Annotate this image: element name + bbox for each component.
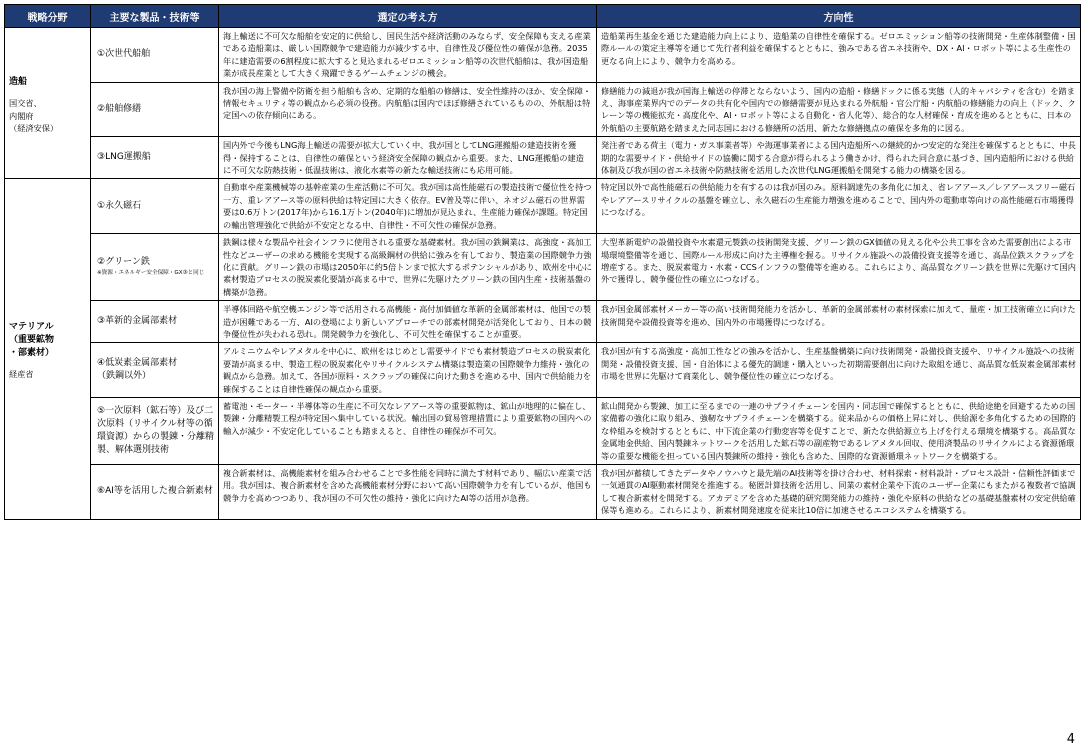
strategy-table — [4, 4, 1081, 520]
direction-text: 発注者である荷主（電力・ガス事業者等）や海運事業者による国内造船所への継続的かつ安定的な発注を確保するとともに、中長期的な需要サイド・供給サイドの協働に関する合意が得られるよう働きかけ、得られた同合意に基づき、国内造船所における供給体制及び我が国の省エネ技術や防熱技術を活用した次世代LNG運搬船を開発する能力の構築を図る。 — [597, 137, 1081, 179]
header-direction: 方向性 — [597, 5, 1081, 28]
direction-text: 修繕能力の減退が我が国海上輸送の停滞とならないよう、国内の造船・修繕ドックに係る実態（人的キャパシティを含む）を踏まえ、海事産業界内でのデータの共有化や国内での修繕需要が見込まれる外航船・官公庁船・内航船の修繕能力の向上（ドック、クレーン等の機能拡充・高度化や、AI・ロボット等による自動化・省人化等）、総合的な人材確保・育成を進めるとともに、日本の外航船の主要航路を踏まえた同志国における修繕所の活用、新たな修繕拠点の確保を多角的に図る。 — [597, 82, 1081, 137]
direction-text: 鉱山開発から製錬、加工に至るまでの一連のサプライチェーンを国内・同志国で確保するとともに、供給途絶を回避するための国家備蓄の強化に取り組み、強靭なサプライチェーンを構築する。従来品からの価格上昇に対し、供給源を多角化するための国際的な枠組みを検討するとともに、中下流企業の行動変容等を促すことで、新たな供給源立ち上げを行える環境を構築する。高品質な金属地金供給、国内製錬ネットワークを活用した鉱石等の副産物であるレアメタル回収、使用済製品のリサイクルによる資源循環等の重要な機能を担っている国内製錬所の維持・強化も含めた、国際的な資源循環ネットワークを構築する。 — [597, 397, 1081, 464]
rationale-text: 鉄鋼は様々な製品や社会インフラに使用される重要な基礎素材。我が国の鉄鋼業は、高強度・高加工性などユーザーの求める機能を実現する高級鋼材の供給に強みを有しており、製造業の国際競争力強化に貢献。グリーン鉄の市場は2050年に約5倍トンまで拡大するポテンシャルがあり、欧州を中心に素材製造プロセスの脱炭素化要請が高まる中で、世界に先駆けたグリーン鉄の国内生産・技術基盤の構築が急務。 — [219, 234, 597, 301]
product-note: ※資源・エネルギー安全保障・GX③と同じ — [97, 270, 205, 277]
direction-text: 大型革新電炉の設備投資や水素還元製鉄の技術開発支援、グリーン鉄のGX価値の見える化や公共工事を含めた需要創出による市場環境整備等を通じ、国際ルール形成に向けた主導権を握る。リサイクル施設への設備投資支援等を通じ、高品位鉄スクラップを増産する。また、脱炭素電力・水素・CCSインフラの整備等を進める。これらにより、高品質なグリーン鉄を世界に先駆けて国内外で獲得し、競争優位性の確立につなげる。 — [597, 234, 1081, 301]
rationale-text: 我が国の海上警備や防衛を担う船舶も含め、定期的な船舶の修繕は、安全性維持のほか、安全保障・情報セキュリティ等の観点から必須の役務。内航船は国内でほぼ修繕されているものの、外航船は特定国への依存傾向にある。 — [219, 82, 597, 137]
sector-ministry: 経産省 — [9, 369, 34, 380]
product-name: ②船舶修繕 — [91, 82, 219, 137]
sector-name: 造船 — [9, 77, 28, 88]
table-row — [5, 465, 1081, 520]
product-name: ④低炭素金属部素材 （鉄鋼以外） — [91, 343, 219, 398]
rationale-text: 複合新素材は、高機能素材を組み合わせることで多性能を同時に満たす材料であり、幅広い産業で活用。我が国は、複合新素材を含めた高機能素材分野において高い国際競争力を有しているが、他国も競争力を高めつつあり、我が国の不可欠性の維持・強化に向けたAI等の活用が急務。 — [219, 465, 597, 520]
rationale-text: 蓄電池・モーター・半導体等の生産に不可欠なレアアース等の重要鉱物は、鉱山が地理的に偏在し、製錬・分離精製工程が特定国へ集中している状況。輸出国の貿易管理措置により重要鉱物の国内への輸入が減少・不安定化していることも踏まえると、自律性の確保が不可欠。 — [219, 397, 597, 464]
table-row — [5, 343, 1081, 398]
strategy-table-container — [4, 4, 1080, 520]
header-selection-rationale: 選定の考え方 — [219, 5, 597, 28]
table-header-row — [5, 5, 1081, 28]
rationale-text: 半導体回路や航空機エンジン等で活用される高機能・高付加価値な革新的金属部素材は、他国での製造が困難である一方、AIの登場により新しいアプローチでの部素材開発が活発化しており、日本の競争優位性が失われる恐れ。開発競争力を強化し、不可欠性を確保することが重要。 — [219, 301, 597, 343]
direction-text: 我が国金属部素材メーカー等の高い技術開発能力を活かし、革新的金属部素材の素材探索に加えて、量産・加工技術確立に向けた技術開発や設備投資等を進め、国内外の市場獲得につなげる。 — [597, 301, 1081, 343]
table-row — [5, 82, 1081, 137]
rationale-text: アルミニウムやレアメタルを中心に、欧州をはじめとし需要サイドでも素材製造プロセスの脱炭素化要請が高まる中、製造工程の脱炭素化やリサイクルシステム構築は製造業の国際競争力維持・強化の観点から急務。加えて、各国が原料・スクラップの確保に向けた動きを進める中、国内で供給能力を確保することは自律性確保の観点から重要。 — [219, 343, 597, 398]
header-key-products: 主要な製品・技術等 — [91, 5, 219, 28]
direction-text: 我が国が蓄積してきたデータやノウハウと最先端のAI技術等を掛け合わせ、材料探索・材料設計・プロセス設計・信頼性評価まで一気通貫のAI駆動素材開発を推進する。秘匿計算技術を活用し、同業の素材企業や下流のユーザー企業にもまたがる複数者で協調して複合新素材を開発する。アカデミアを含めた基礎的研究開発能力の維持・強化や原料の供給などの基礎基盤素材の安定供給確保等も進める。これらにより、新素材開発速度を従来比10倍に加速させるエコシステムを構築する。 — [597, 465, 1081, 520]
product-name: ①次世代船舶 — [91, 28, 219, 83]
page-number: 4 — [1066, 732, 1075, 747]
table-row — [5, 234, 1081, 301]
header-strategic-field: 戦略分野 — [5, 5, 91, 28]
sector-cell-materials — [5, 179, 91, 519]
product-name: ①永久磁石 — [91, 179, 219, 234]
sector-name: マテリアル （重要鉱物 ・部素材） — [9, 322, 55, 359]
direction-text: 我が国が有する高強度・高加工性などの強みを活かし、生産基盤構築に向け技術開発・設備投資支援や、リサイクル施設への技術開発・設備投資支援、国・自治体による優先的調達・購入といった初期需要創出に向けた取組を通じ、高品質な低炭素金属部素材市場を世界に先駆けて商業化し、競争優位性の確立につなげる。 — [597, 343, 1081, 398]
product-name: ③LNG運搬船 — [91, 137, 219, 179]
sector-ministry: 国交省、 内閣府 （経済安保） — [9, 98, 59, 133]
table-row — [5, 179, 1081, 234]
table-row — [5, 397, 1081, 464]
direction-text: 特定国以外で高性能磁石の供給能力を有するのは我が国のみ。原料調達先の多角化に加え、省レアアース／レアアースフリー磁石やレアアースリサイクルの基盤を確立し、永久磁石の生産能力増強を進めることで、国内外の電動車等向けの高性能磁石市場獲得につなげる。 — [597, 179, 1081, 234]
rationale-text: 自動車や産業機械等の基幹産業の生産活動に不可欠。我が国は高性能磁石の製造技術で優位性を持つ一方、重レアアース等の原料供給は特定国に大きく依存。EV普及等に伴い、ネオジム磁石の世界需要は0.6万トン(2017年)から16.1万トン(2040年)に増加が見込まれ、生産能力確保が課題。特定国の輸出管理強化で供給が不安定となる中、自律性・不可欠性の確保が急務。 — [219, 179, 597, 234]
product-name: ⑤一次原料（鉱石等）及び二次原料（リサイクル材等の循環資源）からの製錬・分離精製、解体選別技術 — [91, 397, 219, 464]
table-row — [5, 137, 1081, 179]
table-row — [5, 301, 1081, 343]
product-name: ⑥AI等を活用した複合新素材 — [91, 465, 219, 520]
direction-text: 造船業再生基金を通じた建造能力向上により、造船業の自律性を確保する。ゼロエミッション船等の技術開発・生産体制整備・国際ルールの策定主導等を通じて先行者利益を確保するとともに、強みである省エネ技術や、DX・AI・ロボット等による生産性の更なる向上により、競争力を高める。 — [597, 28, 1081, 83]
product-name: ③革新的金属部素材 — [91, 301, 219, 343]
product-name: ②グリーン鉄 — [97, 257, 150, 268]
table-row — [5, 28, 1081, 83]
sector-cell-shipbuilding — [5, 28, 91, 179]
rationale-text: 国内外で今後もLNG海上輸送の需要が拡大していく中、我が国としてLNG運搬船の建造技術を獲得・保持することは、自律性の確保という経済安全保障の観点から重要。また、LNG運搬船の建造に不可欠な防熱技術・低温技術は、液化水素等の新たな輸送技術にも応用可能。 — [219, 137, 597, 179]
rationale-text: 海上輸送に不可欠な船舶を安定的に供給し、国民生活や経済活動のみならず、安全保障も支える産業である造船業は、厳しい国際競争で建造能力が減少する中、自律性及び優位性の確保が急務。2035年に建造需要の6割程度に拡大すると見込まれるゼロエミッション船等の次世代船舶は、我が国造船業が成長産業として大きく飛躍できるゲームチェンジの機会。 — [219, 28, 597, 83]
product-name-cell — [91, 234, 219, 301]
